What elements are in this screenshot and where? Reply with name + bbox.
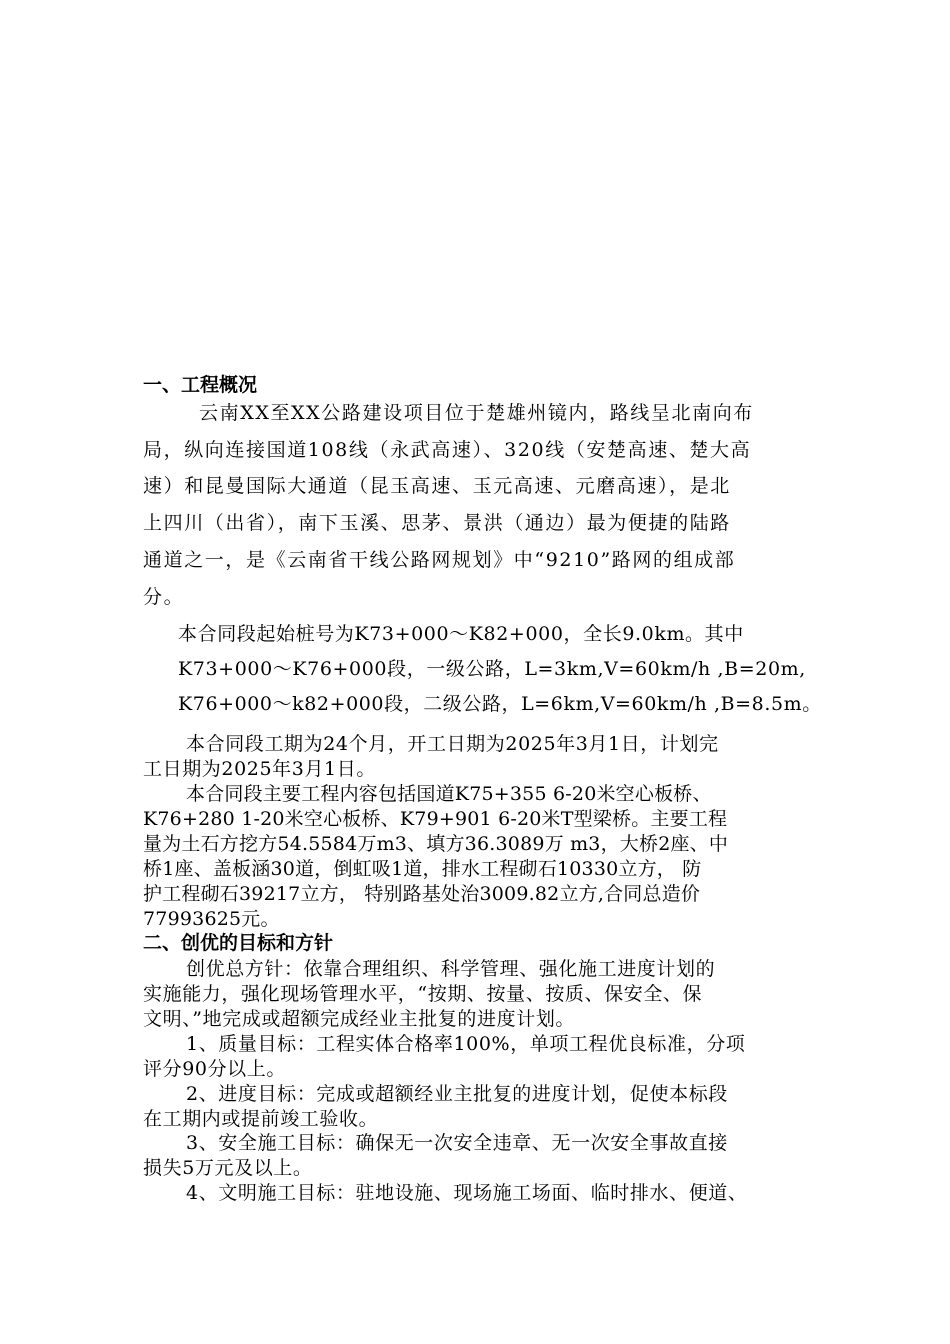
paragraph-line: 云南XX至XX公路建设项目位于楚雄州镜内，路线呈北南向布 xyxy=(199,402,754,424)
paragraph-line: 护工程砌石39217立方， 特别路基处治3009.82立方,合同总造价 xyxy=(143,883,701,905)
paragraph-line: 1、质量目标：工程实体合格率100%，单项工程优良标准，分项 xyxy=(186,1033,746,1055)
paragraph-line: K76+280 1-20米空心板桥、K79+901 6-20米T型梁桥。主要工程 xyxy=(143,808,728,830)
paragraph-line: 速）和昆曼国际大通道（昆玉高速、玉元高速、元磨高速），是北 xyxy=(143,475,731,497)
paragraph-line: 局，纵向连接国道108线（永武高速）、320线（安楚高速、楚大高 xyxy=(143,439,752,461)
paragraph-line: 评分90分以上。 xyxy=(143,1058,286,1080)
paragraph-line: 4、文明施工目标：驻地设施、现场施工场面、临时排水、便道、 xyxy=(186,1182,748,1204)
section-heading-overview: 一、工程概况 xyxy=(143,374,258,396)
paragraph-line: 本合同段起始桩号为K73+000～K82+000，全长9.0km。其中 xyxy=(178,623,744,645)
paragraph-line: 本合同段工期为24个月，开工日期为2025年3月1日，计划完 xyxy=(186,733,719,755)
paragraph-line: 文明、”地完成或超额完成经业主批复的进度计划。 xyxy=(143,1008,576,1030)
paragraph-line: 上四川（出省），南下玉溪、思茅、景洪（通边）最为便捷的陆路 xyxy=(143,512,731,534)
paragraph-line: 77993625元。 xyxy=(143,908,280,930)
paragraph-line: 2、进度目标：完成或超额经业主批复的进度计划，促使本标段 xyxy=(186,1083,728,1105)
paragraph-line: 创优总方针：依靠合理组织、科学管理、强化施工进度计划的 xyxy=(186,958,716,980)
paragraph-line: 实施能力，强化现场管理水平，“按期、按量、按质、保安全、保 xyxy=(143,983,703,1005)
paragraph-line: 在工期内或提前竣工验收。 xyxy=(143,1108,379,1130)
paragraph-line: K73+000～K76+000段，一级公路，L=3km,V=60km/h ,B=20m, xyxy=(178,658,806,680)
paragraph-line: 量为土石方挖方54.5584万m3、填方36.3089万 m3，大桥2座、中 xyxy=(143,833,729,855)
paragraph-line: 工日期为2025年3月1日。 xyxy=(143,758,376,780)
section-heading-goals: 二、创优的目标和方针 xyxy=(143,932,334,954)
paragraph-line: 通道之一，是《云南省干线公路网规划》中“9210”路网的组成部 xyxy=(143,549,736,571)
paragraph-line: 本合同段主要工程内容包括国道K75+355 6-20米空心板桥、 xyxy=(186,783,712,805)
paragraph-line: 分。 xyxy=(143,586,185,608)
paragraph-line: 3、安全施工目标：确保无一次安全违章、无一次安全事故直接 xyxy=(186,1132,728,1154)
paragraph-line: K76+000～k82+000段，二级公路，L=6km,V=60km/h ,B=8.5m。 xyxy=(178,693,822,715)
paragraph-line: 桥1座、盖板涵30道，倒虹吸1道，排水工程砌石10330立方， 防 xyxy=(143,858,702,880)
paragraph-line: 损失5万元及以上。 xyxy=(143,1157,313,1179)
